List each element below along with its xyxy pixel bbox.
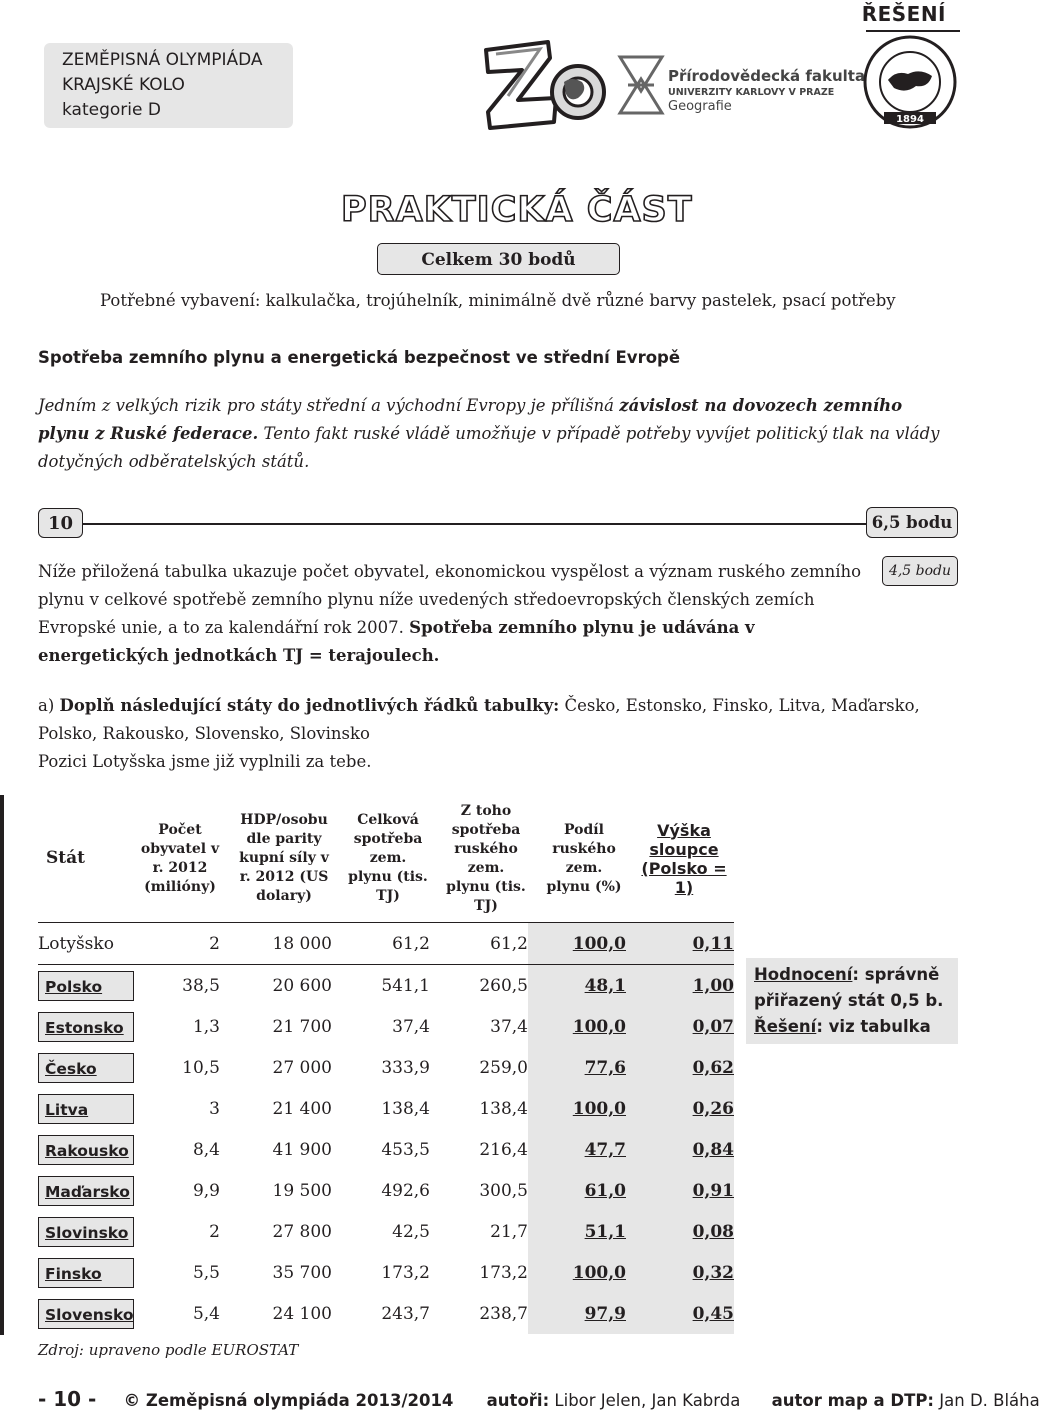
table-row xyxy=(38,1006,734,1047)
col-header-total-consumption: Celková spotřeba zem. plynu (tis. TJ) xyxy=(348,812,428,904)
cell-total: 173,2 xyxy=(381,1262,430,1283)
faculty-university: UNIVERZITY KARLOVY V PRAZE xyxy=(668,87,835,98)
olympiad-name: ZEMĚPISNÁ OLYMPIÁDA xyxy=(62,50,263,70)
cell-population: 1,3 xyxy=(192,1016,220,1037)
cell-height: 0,32 xyxy=(626,1252,734,1293)
cell-height: 0,45 xyxy=(626,1293,734,1334)
cell-russian: 173,2 xyxy=(479,1262,528,1283)
cell-height: 0,07 xyxy=(626,1006,734,1047)
topic-heading: Spotřeba zemního plynu a energetická bezpečnost ve střední Evropě xyxy=(38,348,681,367)
faculty-department: Geografie xyxy=(668,99,732,114)
cell-share: 100,0 xyxy=(528,922,626,965)
question-text-main: Níže přiložená tabulka ukazuje počet obyvatel, ekonomickou vyspělost a význam ruského zemního plynu v celkové spotřebě zemního plynu níže uvedených středoevropských členských zemích Evropské unie, a to za kalendářní rok 2007. xyxy=(38,562,862,637)
cell-russian: 138,4 xyxy=(479,1098,528,1119)
data-table xyxy=(38,795,734,1334)
olympiad-round: KRAJSKÉ KOLO xyxy=(62,75,185,95)
cell-russian: 21,7 xyxy=(490,1221,528,1242)
cell-stat-answer: Rakousko xyxy=(38,1135,134,1165)
cell-total: 243,7 xyxy=(381,1303,430,1324)
cell-population: 2 xyxy=(136,922,220,965)
zo-logo-icon xyxy=(478,38,608,133)
topic-intro xyxy=(38,392,958,476)
cell-russian: 238,7 xyxy=(479,1303,528,1324)
col-header-russian-share: Podíl ruského zem. plynu (%) xyxy=(546,821,622,895)
cell-gdp: 19 500 xyxy=(272,1180,332,1201)
table-row xyxy=(38,965,734,1006)
cell-share: 48,1 xyxy=(528,965,626,1006)
task-instruction: Doplň následující státy do jednotlivých řádků tabulky: xyxy=(59,696,560,715)
table-row xyxy=(38,1129,734,1170)
table-row xyxy=(38,1170,734,1211)
cell-share: 100,0 xyxy=(528,1088,626,1129)
col-header-height-line1: Výška xyxy=(657,820,711,840)
cell-russian: 300,5 xyxy=(479,1180,528,1201)
cell-height: 0,26 xyxy=(626,1088,734,1129)
cell-height: 0,84 xyxy=(626,1129,734,1170)
solution-underline xyxy=(866,30,960,32)
col-header-russian-consumption: Z toho spotřeba ruského zem. plynu (tis. TJ) xyxy=(446,802,526,914)
cell-population: 2 xyxy=(209,1221,220,1242)
cell-stat-answer: Česko xyxy=(38,1053,134,1083)
cell-russian: 259,0 xyxy=(479,1057,528,1078)
cell-total: 138,4 xyxy=(381,1098,430,1119)
cell-population: 5,5 xyxy=(192,1262,220,1283)
total-points-badge: Celkem 30 bodů xyxy=(377,243,620,275)
cell-stat-answer: Finsko xyxy=(38,1258,134,1288)
cell-russian: 61,2 xyxy=(430,922,528,965)
cell-population: 38,5 xyxy=(182,975,220,996)
faculty-logo-icon xyxy=(618,55,664,115)
question-text-bold: Spotřeba zemního plynu je udávána v energetických jednotkách TJ = terajoulech. xyxy=(38,618,755,665)
cell-russian: 37,4 xyxy=(490,1016,528,1037)
question-number: 10 xyxy=(38,508,83,538)
cell-gdp: 20 600 xyxy=(272,975,332,996)
table-row xyxy=(38,1088,734,1129)
col-header-column-height xyxy=(634,799,734,919)
page-number: - 10 - xyxy=(38,1387,97,1411)
solution-label: ŘEŠENÍ xyxy=(861,2,946,26)
cell-gdp: 27 000 xyxy=(272,1057,332,1078)
cell-share: 100,0 xyxy=(528,1006,626,1047)
olympiad-badge xyxy=(44,43,293,128)
cell-total: 541,1 xyxy=(381,975,430,996)
table-row xyxy=(38,922,734,965)
cell-share: 77,6 xyxy=(528,1047,626,1088)
footer-copyright: © Zeměpisná olympiáda 2013/2014 xyxy=(123,1391,454,1410)
cell-height: 0,11 xyxy=(626,922,734,965)
grading-text: : správně přiřazený stát 0,5 b. xyxy=(754,965,944,1010)
faculty-name: Přírodovědecká fakulta xyxy=(668,67,866,85)
cell-gdp: 27 800 xyxy=(272,1221,332,1242)
cell-population: 8,4 xyxy=(192,1139,220,1160)
cell-stat-answer: Polsko xyxy=(38,971,134,1001)
question-points: 6,5 bodu xyxy=(866,507,958,538)
grading-note xyxy=(746,958,958,1044)
page-footer xyxy=(38,1387,1040,1411)
task-a xyxy=(38,692,954,776)
table-row xyxy=(38,1252,734,1293)
subquestion-points: 4,5 bodu xyxy=(882,556,958,586)
cell-share: 100,0 xyxy=(528,1252,626,1293)
col-header-stat: Stát xyxy=(46,848,85,868)
society-year: 1894 xyxy=(896,114,924,125)
task-prefix: a) xyxy=(38,696,60,715)
intro-bold-text: závislost na dovozech zemního plynu z Ruské federace. xyxy=(38,396,903,443)
cell-share: 47,7 xyxy=(528,1129,626,1170)
cell-population: 3 xyxy=(209,1098,220,1119)
cell-stat: Lotyšsko xyxy=(38,922,136,965)
task-note: Pozici Lotyšska jsme již vyplnili za tebe. xyxy=(38,752,372,771)
cell-total: 453,5 xyxy=(381,1139,430,1160)
cell-stat-answer: Estonsko xyxy=(38,1012,134,1042)
cell-height: 1,00 xyxy=(626,965,734,1006)
solution-label-note: Řešení xyxy=(754,1017,817,1036)
geographic-society-seal-icon xyxy=(862,34,958,130)
table-row xyxy=(38,1211,734,1252)
grading-label: Hodnocení xyxy=(754,965,853,984)
equipment-note: Potřebné vybavení: kalkulačka, trojúhelník, minimálně dvě různé barvy pastelek, psací potřeby xyxy=(100,291,896,310)
cell-gdp: 18 000 xyxy=(220,922,332,965)
cell-height: 0,91 xyxy=(626,1170,734,1211)
cell-gdp: 35 700 xyxy=(272,1262,332,1283)
cell-stat-answer: Litva xyxy=(38,1094,134,1124)
task-country-list: Česko, Estonsko, Finsko, Litva, Maďarsko, Polsko, Rakousko, Slovensko, Slovinsko xyxy=(38,696,920,743)
col-header-height-line2: sloupce xyxy=(649,839,719,859)
intro-text-end: Tento fakt ruské vládě umožňuje v případě potřeby vyvíjet politický tlak na vlády dotyčných odběratelských států. xyxy=(38,424,940,471)
section-title: PRAKTICKÁ ČÁST xyxy=(341,190,693,230)
solution-text: : viz tabulka xyxy=(816,1017,931,1036)
footer-dtp-label: autor map a DTP: xyxy=(771,1391,935,1410)
cell-total: 61,2 xyxy=(332,922,430,965)
cell-total: 333,9 xyxy=(381,1057,430,1078)
olympiad-category: kategorie D xyxy=(62,100,161,120)
cell-gdp: 24 100 xyxy=(272,1303,332,1324)
cell-total: 37,4 xyxy=(392,1016,430,1037)
cell-total: 492,6 xyxy=(381,1180,430,1201)
cell-gdp: 21 400 xyxy=(272,1098,332,1119)
cell-share: 51,1 xyxy=(528,1211,626,1252)
cell-share: 97,9 xyxy=(528,1293,626,1334)
cell-population: 5,4 xyxy=(192,1303,220,1324)
cell-height: 0,08 xyxy=(626,1211,734,1252)
footer-authors: Libor Jelen, Jan Kabrda xyxy=(549,1391,741,1410)
cell-russian: 216,4 xyxy=(479,1139,528,1160)
cell-russian: 260,5 xyxy=(479,975,528,996)
table-row xyxy=(38,1293,734,1334)
table-header-row xyxy=(38,795,734,922)
cell-stat-answer: Slovinsko xyxy=(38,1217,134,1247)
col-header-gdp: HDP/osobu dle parity kupní síly v r. 2012 (US dolary) xyxy=(239,812,329,904)
col-header-population: Počet obyvatel v r. 2012 (milióny) xyxy=(140,821,220,895)
cell-population: 10,5 xyxy=(182,1057,220,1078)
cell-gdp: 21 700 xyxy=(272,1016,332,1037)
margin-bar xyxy=(0,795,4,1335)
cell-total: 42,5 xyxy=(392,1221,430,1242)
footer-dtp: Jan D. Bláha xyxy=(934,1391,1040,1410)
cell-stat-answer: Slovensko xyxy=(38,1299,134,1329)
cell-height: 0,62 xyxy=(626,1047,734,1088)
question-text xyxy=(38,558,878,670)
footer-authors-label: autoři: xyxy=(486,1391,550,1410)
table-source: Zdroj: upraveno podle EUROSTAT xyxy=(38,1341,299,1359)
col-header-height-line3: (Polsko = 1) xyxy=(641,858,727,897)
cell-share: 61,0 xyxy=(528,1170,626,1211)
cell-population: 9,9 xyxy=(192,1180,220,1201)
cell-stat-answer: Maďarsko xyxy=(38,1176,134,1206)
question-divider xyxy=(83,523,866,525)
cell-gdp: 41 900 xyxy=(272,1139,332,1160)
table-row xyxy=(38,1047,734,1088)
intro-text: Jedním z velkých rizik pro státy střední a východní Evropy je přílišná xyxy=(38,396,620,415)
